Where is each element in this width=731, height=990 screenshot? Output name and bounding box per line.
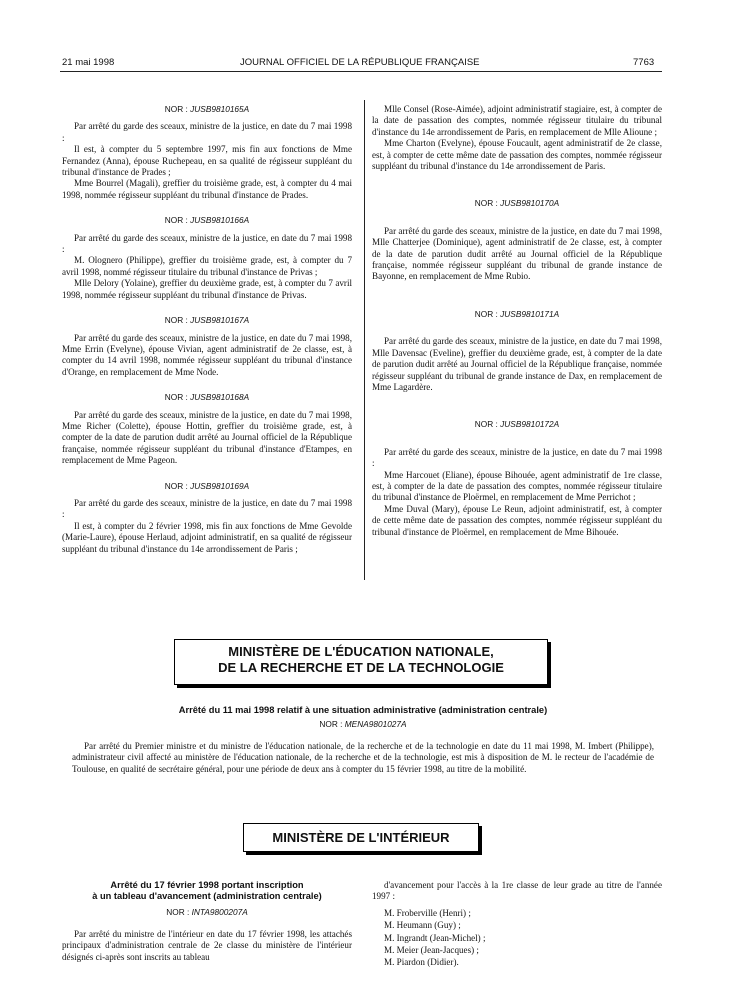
nor-code: JUSB9810168A: [190, 392, 250, 403]
paragraph: Par arrêté du garde des sceaux, ministre de la justice, en date du 7 mai 1998, Mlle Davensac (Eveline), greffier du deuxième grade, est, à compter de la date de parution dudit arrêté au Journal officiel de la République française, nommée régisseur suppléant du tribunal de grande instance de Dax, en remplacement de Mme Lagardère.: [372, 336, 662, 392]
header-journal-title: JOURNAL OFFICIEL DE LA RÉPUBLIQUE FRANÇAISE: [240, 57, 480, 68]
notice-jusb9810168a: [62, 392, 352, 466]
nor-label: NOR :: [474, 308, 501, 319]
paragraph: Mme Duval (Mary), épouse Le Reun, adjoint administratif, est, à compter de cette même date de passation des comptes, nommée régisseur suppléant du tribunal d'instance de Ploërmel, en remplacement de Mme Bihouée.: [372, 503, 662, 537]
paragraph: Mme Bourrel (Magali), greffier du troisième grade, est, à compter du 4 mai 1998, nommée régisseur suppléant du tribunal d'instance de Prades.: [62, 178, 352, 200]
left-column: [62, 104, 352, 555]
nor-line: [62, 104, 352, 115]
ministry-heading-line: DE LA RECHERCHE ET DE LA TECHNOLOGIE: [218, 660, 504, 675]
arrete-title-line: à un tableau d'avancement (administration centrale): [92, 891, 322, 901]
paragraph: Par arrêté du garde des sceaux, ministre de la justice, en date du 7 mai 1998 :: [62, 232, 352, 255]
nor-label: NOR :: [164, 104, 191, 114]
name-list: [372, 907, 662, 969]
notice-jusb9810167a: [62, 315, 352, 378]
right-column: [372, 104, 662, 538]
notice-jusb9810169a: [62, 481, 352, 555]
nor-line: [372, 198, 662, 209]
arrete-title: [62, 880, 352, 902]
nor-line: [372, 309, 662, 320]
nor-code: JUSB9810165A: [190, 104, 250, 114]
paragraph: Mlle Delory (Yolaine), greffier du deuxième grade, est, à compter du 7 avril 1998, nommée régisseur suppléant du tribunal d'instance de Privas.: [62, 278, 352, 300]
paragraph: Il est, à compter du 2 février 1998, mis fin aux fonctions de Mme Gevolde (Marie-Laure), épouse Herlaud, adjoint administratif, en sa qualité de régisseur suppléant du tribunal d'instance du 14e arrondissement de Paris ;: [62, 520, 352, 554]
nor-line: [62, 215, 352, 226]
nor-line: [62, 907, 352, 917]
header-rule: [60, 71, 662, 72]
nor-label: NOR :: [166, 907, 192, 917]
paragraph: Par arrêté du garde des sceaux, ministre de la justice, en date du 7 mai 1998 :: [62, 497, 352, 520]
list-item: M. Meier (Jean-Jacques) ;: [384, 945, 479, 956]
notice-jusb9810166a: [62, 215, 352, 301]
nor-code: JUSB9810171A: [500, 308, 560, 319]
paragraph: Mlle Consel (Rose-Aimée), adjoint administratif stagiaire, est, à compter de la date de passation des comptes, nommée régisseur titulaire du tribunal d'instance du 14e arrondissement de Paris, en remplacement de Mlle Alioune ;: [372, 104, 662, 137]
arrete-paragraph: Par arrêté du ministre de l'intérieur en date du 17 février 1998, les attachés principaux d'administration centrale de 2e classe du ministère de l'intérieur désignés ci-après sont inscrits au tableau: [62, 929, 352, 962]
paragraph: Mme Harcouet (Eliane), épouse Bihouée, agent administratif de 1re classe, est, à compter de la date de passation des comptes, nommée régisseur titulaire du tribunal d'instance de Ploërmel, en remplacement de Mme Perrichot ;: [372, 469, 662, 503]
nor-code: JUSB9810170A: [500, 198, 560, 209]
arrete-title-line: Arrêté du 17 février 1998 portant inscription: [110, 880, 304, 890]
paragraph: Par arrêté du garde des sceaux, ministre de la justice, en date du 7 mai 1998, Mme Errin (Evelyne), épouse Vivian, agent administratif de 2e classe, est, à compter du 14 avril 1998, nommée régisseur suppléant du tribunal d'instance d'Orange, en remplacement de Mme Node.: [62, 332, 352, 377]
nor-line: [372, 419, 662, 430]
header-page-number: 7763: [633, 57, 655, 68]
arrete-title: Arrêté du 11 mai 1998 relatif à une situation administrative (administration centrale): [178, 705, 548, 715]
ministry-heading-line: MINISTÈRE DE L'INTÉRIEUR: [272, 830, 450, 845]
ministry-heading-line: MINISTÈRE DE L'ÉDUCATION NATIONALE,: [228, 644, 494, 659]
nor-line: [72, 719, 654, 729]
nor-label: NOR :: [164, 480, 191, 491]
nor-label: NOR :: [164, 392, 191, 403]
nor-code: JUSB9810169A: [190, 480, 250, 491]
running-header: [0, 57, 731, 71]
nor-line: [62, 481, 352, 492]
ministry-heading-interieur: [243, 823, 479, 852]
list-item: M. Piardon (Didier).: [384, 957, 459, 968]
nor-code: JUSB9810172A: [500, 419, 560, 430]
notice-jusb9810172a: [372, 419, 662, 538]
notice-jusb9810170a: [372, 198, 662, 282]
nor-line: [62, 392, 352, 403]
list-item: M. Heumann (Guy) ;: [384, 920, 461, 931]
paragraph: M. Olognero (Philippe), greffier du troisième grade, est, à compter du 7 avril 1998, nommé régisseur titulaire du tribunal d'instance de Privas ;: [62, 255, 352, 277]
paragraph: Mme Charton (Evelyne), épouse Foucault, agent administratif de 2e classe, est, à compter de cette même date de passation des comptes, nommée régisseur suppléant du tribunal d'instance du 14e arrondissement de Paris.: [372, 138, 662, 172]
nor-label: NOR :: [319, 719, 345, 729]
paragraph: d'avancement pour l'accès à la 1re classe de leur grade au titre de l'année 1997 :: [372, 880, 662, 902]
paragraph: Il est, à compter du 5 septembre 1997, mis fin aux fonctions de Mme Fernandez (Anna), épouse Ruchepeau, en sa qualité de régisseur suppléant du tribunal d'instance de Prades ;: [62, 144, 352, 178]
nor-label: NOR :: [164, 315, 191, 326]
paragraph: Par arrêté du garde des sceaux, ministre de la justice, en date du 7 mai 1998 :: [372, 446, 662, 469]
paragraph: Par arrêté du garde des sceaux, ministre de la justice, en date du 7 mai 1998, Mme Richer (Colette), épouse Hottin, greffier du troisième grade, est, à compter de la date de parution dudit arrêté au Journal officiel de la République française, nommée régisseur suppléant du tribunal d'instance d'Etampes, en remplacement de Mme Pageon.: [62, 409, 352, 466]
nor-label: NOR :: [474, 198, 501, 209]
ministry-heading-education: [174, 639, 548, 685]
list-item: M. Froberville (Henri) ;: [384, 907, 471, 918]
notice-continuation: [372, 104, 662, 172]
nor-code: MENA9801027A: [344, 719, 407, 729]
nor-code: JUSB9810167A: [190, 315, 250, 326]
notice-jusb9810165a: [62, 104, 352, 201]
list-item: M. Ingrandt (Jean-Michel) ;: [384, 932, 486, 943]
paragraph: Par arrêté du garde des sceaux, ministre de la justice, en date du 7 mai 1998, Mlle Chatterjee (Dominique), agent administratif de 2e classe, est, à compter de la date de parution dudit arrêté au Journal officiel de la République française, nommée régisseur suppléant du tribunal de grande instance de Bayonne, en remplacement de Mme Rubio.: [372, 225, 662, 282]
nor-code: JUSB9810166A: [190, 215, 250, 226]
nor-line: [62, 315, 352, 326]
arrete-continuation: [372, 880, 662, 969]
header-date: 21 mai 1998: [62, 57, 115, 68]
nor-label: NOR :: [474, 419, 501, 430]
arrete-paragraph: Par arrêté du Premier ministre et du ministre de l'éducation nationale, de la recherche et de la technologie en date du 11 mai 1998, M. Imbert (Philippe), administrateur civil affecté au ministère de l'éducation nationale, de la recherche et de la technologie, est mis à disposition de M. le recteur de l'académie de Toulouse, en qualité de secrétaire général, pour une période de deux ans à compter du 15 février 1998, au titre de la mobilité.: [72, 741, 654, 774]
nor-code: INTA9800207A: [191, 907, 248, 917]
column-divider: [364, 100, 365, 580]
nor-label: NOR :: [164, 215, 191, 226]
notice-jusb9810171a: [372, 309, 662, 393]
paragraph: Par arrêté du garde des sceaux, ministre de la justice, en date du 7 mai 1998 :: [62, 121, 352, 143]
